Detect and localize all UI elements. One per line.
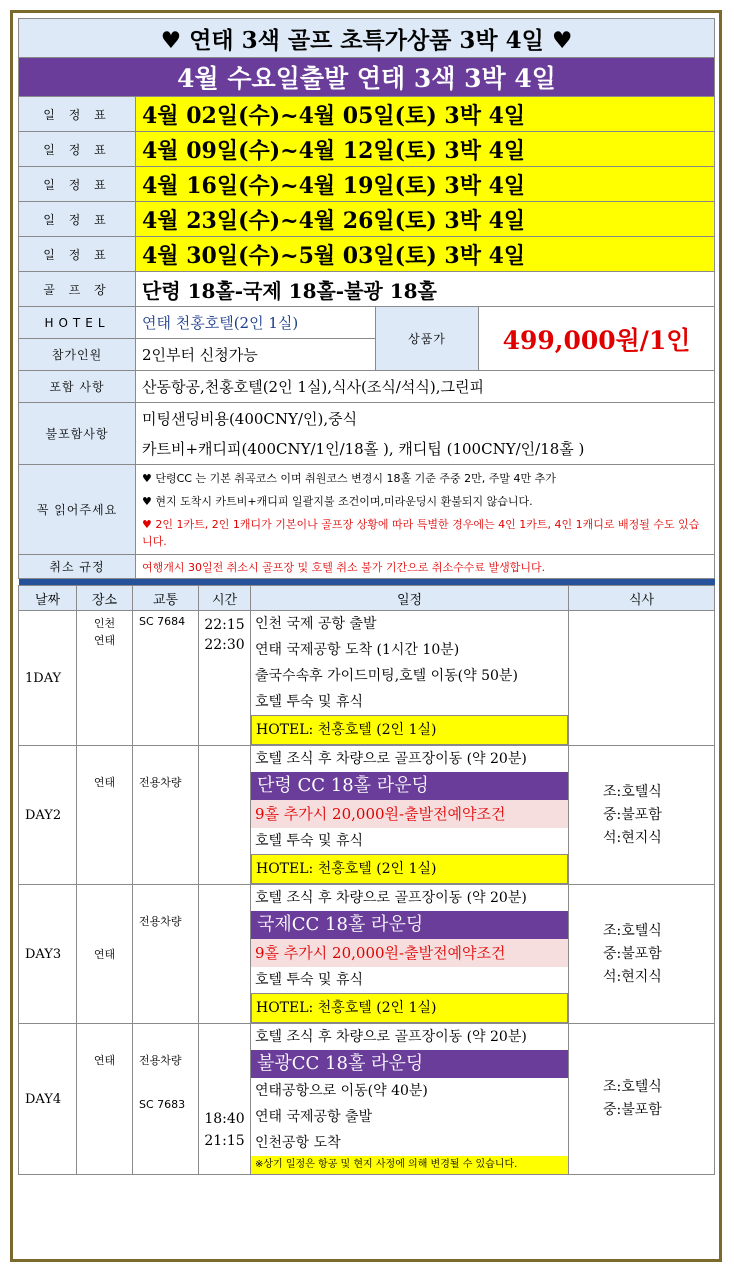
plan-cell bbox=[251, 885, 569, 1024]
hotel-box: HOTEL: 천홍호텔 (2인 1실) bbox=[251, 993, 568, 1023]
schedule-value: 4월 09일(수)~4월 12일(토) 3박 4일 bbox=[136, 132, 715, 167]
itinerary-row-day3 bbox=[19, 885, 715, 1024]
hotel-label: HOTEL bbox=[19, 307, 136, 339]
meal-cell bbox=[569, 885, 715, 1024]
day-label: DAY4 bbox=[19, 1024, 77, 1175]
notice-line-warning: ♥ 2인 1카트, 2인 1캐디가 기본이나 골프장 상황에 따라 특별한 경우에는 4인 1카트, 4인 1캐디로 배정될 수도 있습니다. bbox=[142, 517, 700, 548]
header-transport: 교통 bbox=[133, 586, 199, 611]
transport-cell: 전용차량 bbox=[133, 746, 199, 885]
schedule-label: 일 정 표 bbox=[19, 202, 136, 237]
cancel-value: 여행개시 30일전 취소시 골프장 및 호텔 취소 불가 기간으로 취소수수료 발생합니다. bbox=[136, 555, 715, 579]
meal-lunch: 중:불포함 bbox=[603, 1102, 662, 1118]
schedule-label: 일 정 표 bbox=[19, 97, 136, 132]
plan-line: 호텔 투숙 및 휴식 bbox=[255, 833, 364, 849]
day-label: 1DAY bbox=[19, 611, 77, 746]
plan-line: 호텔 조식 후 차량으로 골프장이동 (약 20분) bbox=[255, 751, 527, 767]
hotel-box: HOTEL: 천홍호텔 (2인 1실) bbox=[251, 854, 568, 884]
product-sheet bbox=[18, 18, 714, 1175]
itinerary-table bbox=[18, 585, 715, 1175]
notice-value bbox=[136, 465, 715, 555]
golf-course-label: 골 프 장 bbox=[19, 272, 136, 307]
summary-table bbox=[18, 18, 715, 585]
place-from: 인천 bbox=[93, 617, 116, 630]
notice-line: ♥ 현지 도착시 카트비+캐디피 일괄지불 조건이며,미라운딩시 환불되지 않습니다. bbox=[142, 494, 533, 508]
page-subtitle: 4월 수요일출발 연태 3색 3박 4일 bbox=[19, 58, 715, 97]
plan-line: 호텔 투숙 및 휴식 bbox=[255, 694, 364, 710]
excluded-label: 불포함사항 bbox=[19, 403, 136, 465]
itinerary-row-day2 bbox=[19, 746, 715, 885]
place-cell: 연태 bbox=[77, 1024, 133, 1175]
day-label: DAY3 bbox=[19, 885, 77, 1024]
flight-number: SC 7684 bbox=[133, 611, 199, 746]
meal-dinner: 석:현지식 bbox=[603, 968, 662, 985]
schedule-value: 4월 30일(수)~5월 03일(토) 3박 4일 bbox=[136, 237, 715, 272]
plan-line: 출국수속후 가이드미팅,호텔 이동(약 50분) bbox=[255, 668, 518, 684]
vehicle: 전용차량 bbox=[139, 1054, 182, 1067]
depart-time: 18:40 bbox=[204, 1111, 245, 1127]
meal-breakfast: 조:호텔식 bbox=[603, 1079, 662, 1095]
excluded-value bbox=[136, 403, 715, 465]
excluded-line: 미팅샌딩비용(400CNY/인),중식 bbox=[142, 409, 358, 428]
plan-line: 인천공항 도착 bbox=[255, 1135, 341, 1151]
schedule-value: 4월 23일(수)~4월 26일(토) 3박 4일 bbox=[136, 202, 715, 237]
time-cell bbox=[199, 885, 251, 1024]
header-place: 장소 bbox=[77, 586, 133, 611]
page-title: ♥ 연태 3색 골프 초특가상품 3박 4일 ♥ bbox=[19, 19, 715, 58]
plan-line: 연태공항으로 이동(약 40분) bbox=[255, 1083, 428, 1099]
plan-cell bbox=[251, 611, 569, 746]
round-box: 국제CC 18홀 라운딩 bbox=[251, 911, 568, 939]
round-box: 단령 CC 18홀 라운딩 bbox=[251, 772, 568, 800]
meal-dinner: 석:현지식 bbox=[603, 829, 662, 846]
depart-time: 22:15 bbox=[204, 617, 245, 633]
meal-cell bbox=[569, 746, 715, 885]
schedule-label: 일 정 표 bbox=[19, 237, 136, 272]
plan-cell bbox=[251, 1024, 569, 1175]
header-meal: 식사 bbox=[569, 586, 715, 611]
plan-line: 연태 국제공항 도착 (1시간 10분) bbox=[255, 642, 460, 658]
extra-holes-box: 9홀 추가시 20,000원-출발전예약조건 bbox=[251, 800, 568, 828]
meal-lunch: 중:불포함 bbox=[603, 945, 662, 962]
meal-cell bbox=[569, 611, 715, 746]
plan-line: 연태 국제공항 출발 bbox=[255, 1109, 373, 1125]
header-plan: 일정 bbox=[251, 586, 569, 611]
transport-cell bbox=[133, 1024, 199, 1175]
arrive-time: 22:30 bbox=[204, 637, 245, 653]
price-value: 499,000원/1인 bbox=[479, 307, 715, 371]
plan-cell bbox=[251, 746, 569, 885]
notice-line: ♥ 단령CC 는 기본 취곡코스 이며 취원코스 변경시 18홀 기준 주중 2만, 주말 4만 추가 bbox=[142, 471, 556, 485]
meal-cell bbox=[569, 1024, 715, 1175]
included-value: 산동항공,천홍호텔(2인 1실),식사(조식/석식),그린피 bbox=[136, 371, 715, 403]
transport-cell: 전용차량 bbox=[133, 885, 199, 1024]
plan-line: 호텔 투숙 및 휴식 bbox=[255, 972, 364, 988]
schedule-value: 4월 02일(수)~4월 05일(토) 3박 4일 bbox=[136, 97, 715, 132]
plan-line: 호텔 조식 후 차량으로 골프장이동 (약 20분) bbox=[255, 1029, 527, 1045]
time-cell bbox=[199, 611, 251, 746]
place-cell: 연태 bbox=[77, 885, 133, 1024]
header-time: 시간 bbox=[199, 586, 251, 611]
plan-line: 호텔 조식 후 차량으로 골프장이동 (약 20분) bbox=[255, 890, 527, 906]
extra-holes-box: 9홀 추가시 20,000원-출발전예약조건 bbox=[251, 939, 568, 967]
change-notice: ※상기 일정은 항공 및 현지 사정에 의해 변경될 수 있습니다. bbox=[251, 1156, 568, 1174]
notice-label: 꼭 읽어주세요 bbox=[19, 465, 136, 555]
schedule-label: 일 정 표 bbox=[19, 132, 136, 167]
hotel-value: 연태 천홍호텔(2인 1실) bbox=[136, 307, 376, 339]
included-label: 포함 사항 bbox=[19, 371, 136, 403]
itinerary-row-day1 bbox=[19, 611, 715, 746]
place-cell: 연태 bbox=[77, 746, 133, 885]
schedule-value: 4월 16일(수)~4월 19일(토) 3박 4일 bbox=[136, 167, 715, 202]
meal-breakfast: 조:호텔식 bbox=[603, 783, 662, 800]
time-cell bbox=[199, 746, 251, 885]
round-box: 불광CC 18홀 라운딩 bbox=[251, 1050, 568, 1078]
excluded-line: 카트비+캐디피(400CNY/1인/18홀 ), 캐디팁 (100CNY/인/18홀 ) bbox=[142, 439, 585, 458]
place-to: 연태 bbox=[93, 634, 116, 647]
hotel-box: HOTEL: 천홍호텔 (2인 1실) bbox=[251, 715, 568, 745]
itinerary-row-day4 bbox=[19, 1024, 715, 1175]
meal-breakfast: 조:호텔식 bbox=[603, 922, 662, 939]
time-cell bbox=[199, 1024, 251, 1175]
plan-line: 인천 국제 공항 출발 bbox=[255, 616, 377, 632]
place-cell bbox=[77, 611, 133, 746]
golf-course-value: 단령 18홀-국제 18홀-불광 18홀 bbox=[136, 272, 715, 307]
header-date: 날짜 bbox=[19, 586, 77, 611]
participants-label: 참가인원 bbox=[19, 339, 136, 371]
flight-number: SC 7683 bbox=[139, 1098, 186, 1111]
participants-value: 2인부터 신청가능 bbox=[136, 339, 376, 371]
price-label: 상품가 bbox=[376, 307, 479, 371]
meal-lunch: 중:불포함 bbox=[603, 806, 662, 823]
arrive-time: 21:15 bbox=[204, 1133, 245, 1149]
schedule-label: 일 정 표 bbox=[19, 167, 136, 202]
cancel-label: 취소 규정 bbox=[19, 555, 136, 579]
day-label: DAY2 bbox=[19, 746, 77, 885]
